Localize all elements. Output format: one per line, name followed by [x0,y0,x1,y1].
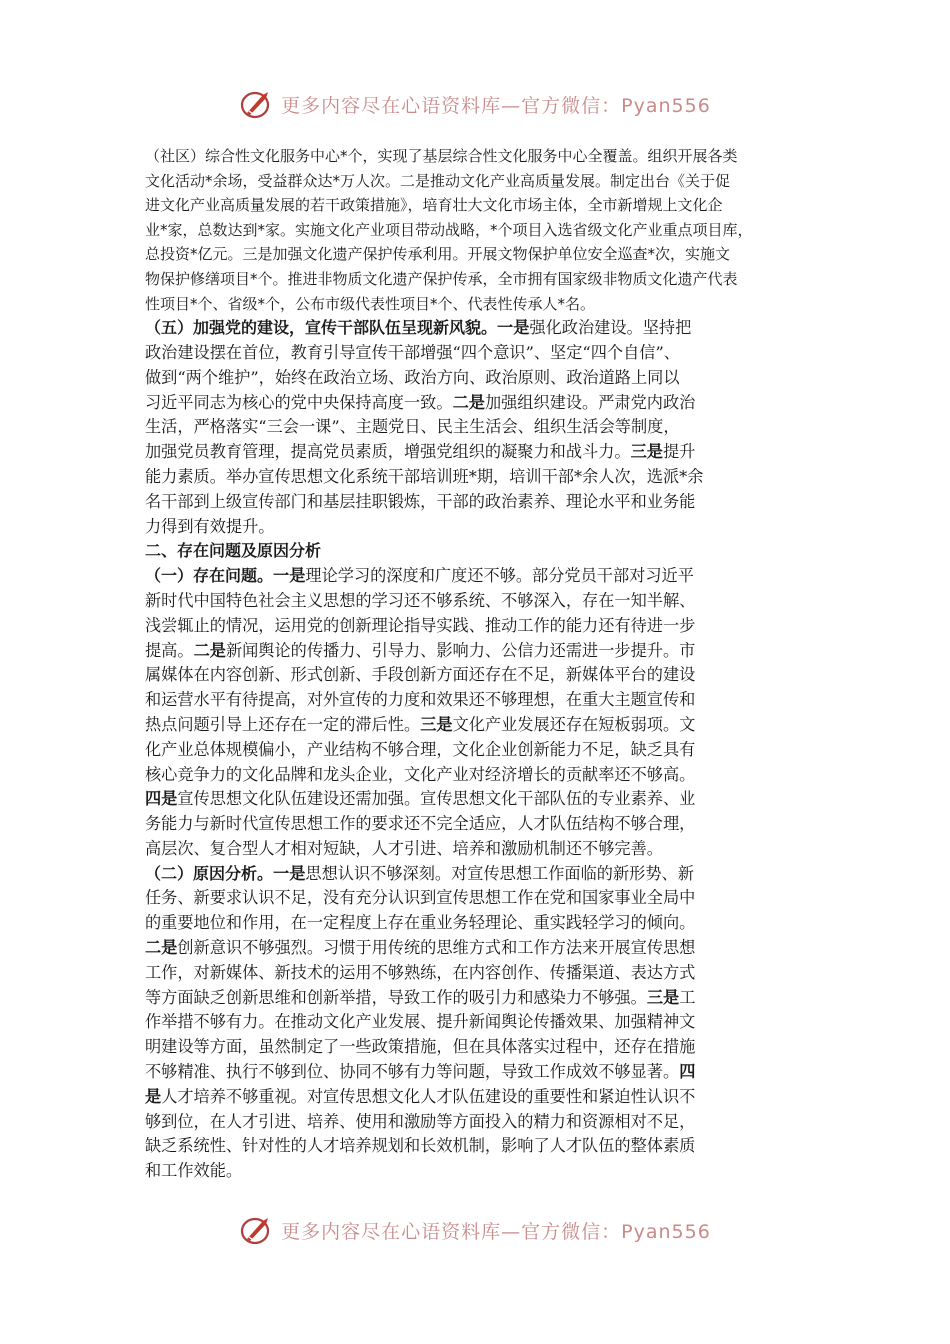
text-line [145,663,807,688]
text-line: 物保护修缮项目*个。推进非物质文化遗产保护传承，全市拥有国家级非物质文化遗产代表 [145,269,738,288]
text-line [145,886,807,911]
section-title: （五）加强党的建设，宣传干部队伍呈现新风貌。 [145,318,498,338]
text-segment: 作举措不够有力。在推动文化产业发展、提升新闻舆论传播效果、加强精神文 [145,1012,696,1032]
text-segment: 缺乏系统性、针对性的人才培养规划和长效机制，影响了人才队伍的整体素质 [145,1136,696,1156]
pen-nib-logo-icon [239,1213,275,1247]
text-line [145,738,807,763]
banner-text: 更多内容尽在心语资料库—官方微信：Pyan556 [281,1220,711,1243]
text-segment: 加强组织建设。严肃党内政治 [484,392,696,412]
section-five-paragraph [145,316,807,539]
text-line [145,936,807,961]
text-line [145,316,807,341]
text-line [145,812,807,837]
text-line [145,515,807,540]
bold-marker: 三是 [630,442,663,462]
text-segment: 热点问题引导上还存在一定的滞后性。 [145,714,421,734]
text-line [145,440,807,465]
section-title: （一）存在问题。 [145,566,274,586]
text-line [145,837,807,862]
text-line [145,391,807,416]
text-line [145,961,807,986]
text-segment: 人才培养不够重视。对宣传思想文化人才队伍建设的重要性和紧迫性认识不 [161,1086,696,1106]
text-segment: 属媒体在内容创新、形式创新、手段创新方面还存在不足，新媒体平台的建设 [145,665,696,685]
bold-marker: 一是 [497,318,530,338]
text-segment: 创新意识不够强烈。习惯于用传统的思维方式和工作方法来开展宣传思想 [177,938,696,958]
text-line [145,1134,807,1159]
text-segment: 工 [679,987,696,1007]
text-segment: 务能力与新时代宣传思想工作的要求还不完全适应，人才队伍结构不够合理， [145,814,696,834]
text-line [145,1035,807,1060]
text-segment: 浅尝辄止的情况，运用党的创新理论指导实践、推动工作的能力还有待进一步 [145,615,696,635]
problems-paragraph [145,564,807,862]
text-line [145,366,807,391]
text-segment: 做到“两个维护”，始终在政治立场、政治方向、政治原则、政治道路上同以 [145,367,680,387]
text-segment: 新闻舆论的传播力、引导力、影响力、公信力还需进一步提升。市 [225,640,696,660]
text-line [145,713,807,738]
text-segment: 够到位，在人才引进、培养、使用和激励等方面投入的精力和资源相对不足， [145,1111,696,1131]
text-line [145,1159,807,1184]
text-line [145,614,807,639]
text-line [145,1085,807,1110]
text-segment: 提高。 [145,640,194,660]
bold-marker: 三是 [420,714,453,734]
header-banner [0,84,950,124]
bold-marker: 二是 [193,640,226,660]
pen-nib-logo-icon [239,87,275,121]
text-line [145,1010,807,1035]
text-line [145,787,807,812]
intro-paragraph [145,144,807,316]
banner-text: 更多内容尽在心语资料库—官方微信：Pyan556 [281,94,711,117]
text-line: 文化活动*余场，受益群众达*万人次。二是推动文化产业高质量发展。制定出台《关于促 [145,171,731,190]
text-line [145,465,807,490]
section-title: （二）原因分析。 [145,863,274,883]
text-segment: 思想认识不够深刻。对宣传思想工作面临的新形势、新 [305,863,694,883]
text-line [145,415,807,440]
text-segment: 强化政治建设。坚持把 [529,318,692,338]
document-body [145,144,807,1184]
text-segment: 加强党员教育管理，提高党员素质，增强党组织的凝聚力和战斗力。 [145,442,631,462]
text-segment: 和工作效能。 [145,1161,243,1181]
text-segment: 名干部到上级宣传部门和基层挂职锻炼，干部的政治素养、理论水平和业务能 [145,491,696,511]
text-segment: 等方面缺乏创新思维和创新举措，导致工作的吸引力和感染力不够强。 [145,987,647,1007]
text-line [145,589,807,614]
text-line: 业*家，总数达到*家。实施文化产业项目带动战略，*个项目入选省级文化产业重点项目库， [145,220,753,239]
text-segment: 习近平同志为核心的党中央保持高度一致。 [145,392,453,412]
text-segment: 理论学习的深度和广度还不够。部分党员干部对习近平 [305,566,694,586]
bold-marker: 二是 [452,392,485,412]
bold-marker: 二是 [145,938,178,958]
text-segment: 力得到有效提升。 [145,516,275,536]
footer-banner [0,1210,950,1250]
text-line [145,986,807,1011]
text-segment: 宣传思想文化队伍建设还需加强。宣传思想文化干部队伍的专业素养、业 [177,789,696,809]
text-segment: 的重要地位和作用，在一定程度上存在重业务轻理论、重实践轻学习的倾向。 [145,913,696,933]
bold-marker: 一是 [273,566,306,586]
text-line [145,564,807,589]
text-segment: 高层次、复合型人才相对短缺，人才引进、培养和激励机制还不够完善。 [145,838,663,858]
text-segment: 工作，对新媒体、新技术的运用不够熟练，在内容创作、传播渠道、表达方式 [145,962,696,982]
text-line [145,490,807,515]
text-segment: 能力素质。举办宣传思想文化系统干部培训班*期，培训干部*余人次，选派*余 [145,466,704,486]
text-line [145,763,807,788]
text-line [145,911,807,936]
text-segment: 不够精准、执行不够到位、协同不够有力等问题，导致工作成效不够显著。 [145,1062,680,1082]
section-heading: 二、存在问题及原因分析 [145,541,322,561]
text-line [145,341,807,366]
text-segment: 任务、新要求认识不足，没有充分认识到宣传思想工作在党和国家事业全局中 [145,888,696,908]
bold-marker: 三是 [646,987,680,1007]
text-segment: 新时代中国特色社会主义思想的学习还不够系统、不够深入，存在一知半解、 [145,590,696,610]
text-line: （社区）综合性文化服务中心*个，实现了基层综合性文化服务中心全覆盖。组织开展各类 [145,147,738,165]
text-line [145,862,807,887]
text-segment: 化产业总体规模偏小，产业结构不够合理，文化企业创新能力不足，缺乏具有 [145,739,696,759]
text-line [145,639,807,664]
text-line [145,1060,807,1085]
text-segment: 文化产业发展还存在短板弱项。文 [452,714,696,734]
text-segment: 生活，严格落实“三会一课”、主题党日、民主生活会、组织生活会等制度， [145,417,680,437]
text-line: 进文化产业高质量发展的若干政策措施》，培育壮大文化市场主体，全市新增规上文化企 [145,196,723,215]
text-line: 总投资*亿元。三是加强文化遗产保护传承利用。开展文物保护单位安全巡查*次，实施文 [145,245,731,264]
text-line [145,688,807,713]
text-segment: 明建设等方面，虽然制定了一些政策措施，但在具体落实过程中，还存在措施 [145,1037,696,1057]
bold-marker: 四是 [145,789,178,809]
text-segment: 政治建设摆在首位，教育引导宣传干部增强“四个意识”、坚定“四个自信”、 [145,342,680,362]
text-line [145,1110,807,1135]
bold-marker: 四 [679,1062,696,1082]
causes-paragraph [145,862,807,1184]
text-segment: 提升 [663,442,696,462]
text-segment: 和运营水平有待提高，对外宣传的力度和效果还不够理想，在重大主题宣传和 [145,690,696,710]
text-segment: 核心竞争力的文化品牌和龙头企业，文化产业对经济增长的贡献率还不够高。 [145,764,696,784]
bold-marker: 是 [145,1086,162,1106]
bold-marker: 一是 [273,863,306,883]
text-line: 性项目*个、省级*个，公布市级代表性项目*个、代表性传承人*名。 [145,294,596,313]
